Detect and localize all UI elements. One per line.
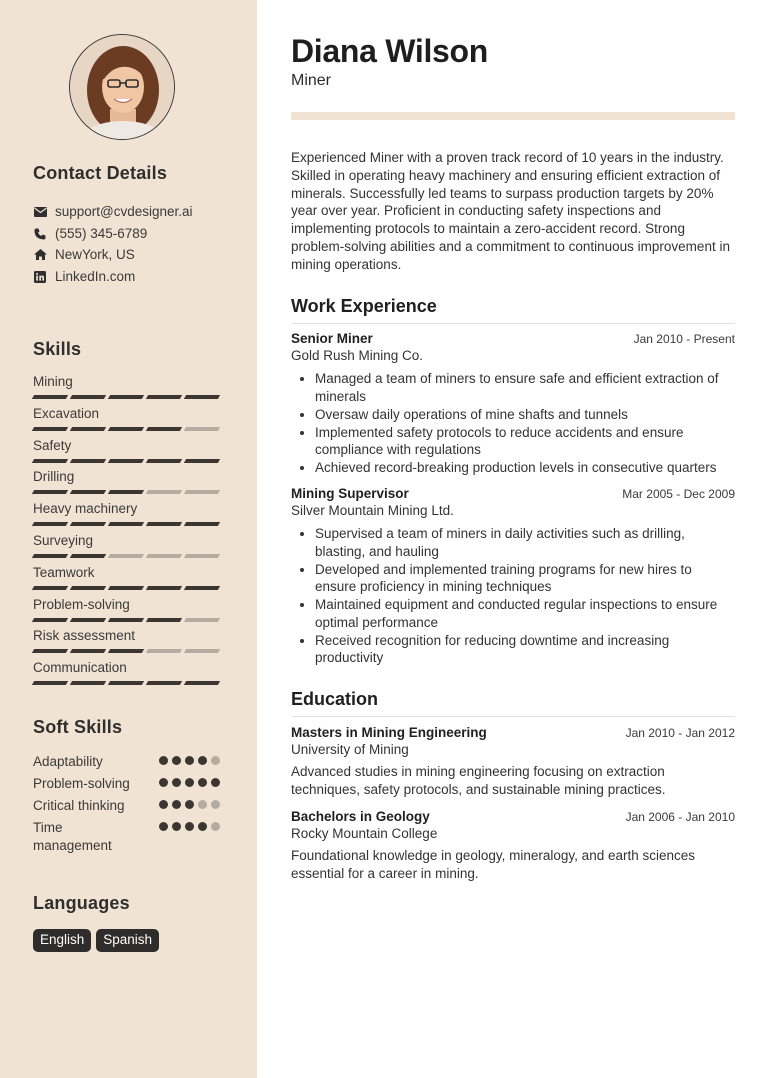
job-date: Mar 2005 - Dec 2009 <box>622 487 735 501</box>
skill-level-segment <box>32 490 68 494</box>
education-entry <box>291 809 735 883</box>
skill-level-segment <box>108 395 144 399</box>
skill-item <box>33 501 223 526</box>
skill-label: Surveying <box>33 533 94 548</box>
job-bullet: • Developed and implemented training programs for new hires to ensure proficiency in mining techniques <box>315 561 735 596</box>
skill-label: Risk assessment <box>33 628 136 644</box>
skill-level-segment <box>32 586 68 590</box>
job-title: Mining Supervisor <box>291 486 409 501</box>
rating-dot <box>159 778 168 787</box>
skill-item <box>33 469 223 494</box>
rating-dot <box>172 822 181 831</box>
skill-level-segment <box>146 490 182 494</box>
skill-level-segment <box>32 649 68 653</box>
job-bullet: • Implemented safety protocols to reduce accidents and ensure compliance with regulations <box>315 424 735 459</box>
soft-skill-rating <box>159 756 220 765</box>
skill-level-bar <box>33 490 223 494</box>
soft-skill-label: Critical thinking <box>33 798 125 813</box>
skill-label: Problem-solving <box>33 596 130 612</box>
skill-level-segment <box>108 554 144 558</box>
job-entry <box>291 331 735 477</box>
language-badge: English <box>33 929 91 952</box>
school-name: Rocky Mountain College <box>291 826 438 841</box>
soft-skill-label: Adaptability <box>33 754 103 769</box>
rating-dot <box>198 800 207 809</box>
job-company: Gold Rush Mining Co. <box>291 348 424 363</box>
job-bullet: • Achieved record-breaking production levels in consecutive quarters <box>315 459 735 477</box>
rating-dot <box>172 800 181 809</box>
language-badge: Spanish <box>96 929 159 952</box>
skill-level-segment <box>32 427 68 431</box>
contact-linkedin-text: LinkedIn.com <box>55 269 136 284</box>
contact-phone-text: (555) 345-6789 <box>55 226 148 241</box>
job-title: Senior Miner <box>291 331 373 346</box>
skill-item <box>33 533 223 558</box>
skill-label: Heavy machinery <box>33 501 138 517</box>
skill-level-segment <box>184 681 220 685</box>
job-bullet: • Supervised a team of miners in daily activities such as drilling, blasting, and hauling <box>315 525 735 560</box>
skill-level-bar <box>33 649 223 653</box>
skill-level-segment <box>184 586 220 590</box>
soft-skills-heading: Soft Skills <box>33 717 123 737</box>
skill-level-bar <box>33 554 223 558</box>
skill-level-bar <box>33 427 223 431</box>
job-bullets <box>291 525 735 667</box>
skill-level-segment <box>146 459 182 463</box>
skill-level-segment <box>32 554 68 558</box>
skill-level-segment <box>70 459 106 463</box>
skill-level-segment <box>146 618 182 622</box>
work-experience-heading: Work Experience <box>291 296 735 324</box>
rating-dot <box>198 756 207 765</box>
skill-level-segment <box>146 395 182 399</box>
skill-level-segment <box>184 427 220 431</box>
soft-skill-label: Time management <box>33 820 112 853</box>
contact-phone[interactable] <box>33 226 147 241</box>
skill-item <box>33 628 223 653</box>
skill-level-segment <box>146 586 182 590</box>
rating-dot <box>172 778 181 787</box>
skill-level-segment <box>32 618 68 622</box>
envelope-icon <box>33 205 47 219</box>
contact-email-text: support@cvdesigner.ai <box>55 204 193 219</box>
education-date: Jan 2006 - Jan 2010 <box>625 810 735 824</box>
job-bullet: • Maintained equipment and conducted regular inspections to ensure optimal performance <box>315 596 735 631</box>
skill-level-segment <box>108 649 144 653</box>
rating-dot <box>211 800 220 809</box>
skill-level-segment <box>108 586 144 590</box>
degree-title: Bachelors in Geology <box>291 809 430 824</box>
skill-level-segment <box>184 554 220 558</box>
skill-level-segment <box>108 618 144 622</box>
rating-dot <box>185 756 194 765</box>
soft-skill-item <box>33 775 223 793</box>
skill-level-segment <box>70 586 106 590</box>
rating-dot <box>198 778 207 787</box>
rating-dot <box>172 756 181 765</box>
languages-heading: Languages <box>33 893 130 913</box>
skills-heading: Skills <box>33 339 82 359</box>
header-divider <box>291 112 735 120</box>
skill-label: Safety <box>33 437 72 453</box>
education-entry <box>291 725 735 799</box>
contact-linkedin[interactable] <box>33 269 135 284</box>
skill-item <box>33 374 223 399</box>
soft-skill-rating <box>159 800 220 809</box>
job-entry <box>291 486 735 667</box>
skill-level-segment <box>108 459 144 463</box>
soft-skill-label: Problem-solving <box>33 776 130 791</box>
skill-level-segment <box>184 618 220 622</box>
skill-level-bar <box>33 618 223 622</box>
skill-level-segment <box>184 522 220 526</box>
skill-level-segment <box>70 618 106 622</box>
skill-item <box>33 438 223 463</box>
skill-item <box>33 565 223 590</box>
candidate-role: Miner <box>291 72 332 89</box>
rating-dot <box>211 756 220 765</box>
rating-dot <box>211 778 220 787</box>
skill-label: Mining <box>33 374 73 389</box>
job-company: Silver Mountain Mining Ltd. <box>291 503 454 518</box>
soft-skill-rating <box>159 822 220 831</box>
skill-level-bar <box>33 586 223 590</box>
skill-label: Communication <box>33 660 127 676</box>
skill-level-segment <box>70 554 106 558</box>
soft-skill-rating <box>159 778 220 787</box>
skill-level-segment <box>32 522 68 526</box>
contact-heading: Contact Details <box>33 163 168 183</box>
education-description: Advanced studies in mining engineering focusing on extraction techniques, safety protocols, and sustainable mining practices. <box>291 764 666 797</box>
job-bullet: • Received recognition for reducing downtime and increasing productivity <box>315 632 735 667</box>
contact-location-text: NewYork, US <box>55 247 135 262</box>
rating-dot <box>185 822 194 831</box>
education-date: Jan 2010 - Jan 2012 <box>625 726 735 740</box>
contact-email[interactable] <box>33 204 193 219</box>
skill-level-segment <box>184 490 220 494</box>
rating-dot <box>159 800 168 809</box>
skill-level-segment <box>108 522 144 526</box>
candidate-name: Diana Wilson <box>291 33 489 69</box>
skill-level-segment <box>146 427 182 431</box>
skill-level-segment <box>184 649 220 653</box>
skill-level-bar <box>33 395 223 399</box>
school-name: University of Mining <box>291 742 409 757</box>
linkedin-icon <box>33 270 47 284</box>
rating-dot <box>185 778 194 787</box>
rating-dot <box>159 822 168 831</box>
rating-dot <box>159 756 168 765</box>
skill-level-segment <box>108 490 144 494</box>
job-bullets <box>291 370 735 477</box>
job-date: Jan 2010 - Present <box>633 332 735 346</box>
soft-skill-item <box>33 797 223 815</box>
education-heading: Education <box>291 689 735 717</box>
skill-level-segment <box>146 554 182 558</box>
skill-label: Drilling <box>33 469 75 485</box>
profile-summary: Experienced Miner with a proven track record of 10 years in the industry. Skilled in operating heavy machinery and ensuring efficient extraction of minerals. Successfully led teams to surpass production targets by 20% year over year. Proficient in conducting safety inspections and implementing protocols to maintain a zero-accident record. Strong problem-solving abilities and a commitment to continuous improvement in mining operations. <box>291 150 730 272</box>
avatar-image <box>70 35 175 140</box>
skill-level-segment <box>70 395 106 399</box>
skill-level-segment <box>108 427 144 431</box>
rating-dot <box>211 822 220 831</box>
profile-photo <box>69 34 175 140</box>
skill-level-bar <box>33 681 223 685</box>
rating-dot <box>198 822 207 831</box>
skill-level-segment <box>32 395 68 399</box>
skill-item <box>33 660 223 685</box>
skill-level-segment <box>146 681 182 685</box>
skill-level-bar <box>33 459 223 463</box>
skill-level-segment <box>146 649 182 653</box>
soft-skill-item <box>33 753 223 771</box>
skill-level-segment <box>70 490 106 494</box>
skill-level-bar <box>33 522 223 526</box>
home-icon <box>33 248 47 262</box>
degree-title: Masters in Mining Engineering <box>291 725 487 740</box>
job-bullet: • Managed a team of miners to ensure safe and efficient extraction of minerals <box>315 370 735 405</box>
languages-list <box>33 929 159 952</box>
rating-dot <box>185 800 194 809</box>
skill-level-segment <box>32 459 68 463</box>
skill-level-segment <box>32 681 68 685</box>
skill-level-segment <box>70 427 106 431</box>
skill-level-segment <box>184 459 220 463</box>
skill-label: Excavation <box>33 405 100 421</box>
skill-level-segment <box>70 522 106 526</box>
job-bullet: • Oversaw daily operations of mine shafts and tunnels <box>315 406 735 424</box>
education-description: Foundational knowledge in geology, mineralogy, and earth sciences essential for a career in mining. <box>291 848 696 881</box>
skill-level-segment <box>108 681 144 685</box>
phone-icon <box>33 227 47 241</box>
contact-location <box>33 247 135 262</box>
skill-level-segment <box>70 649 106 653</box>
skill-label: Teamwork <box>33 564 95 580</box>
skill-item <box>33 406 223 431</box>
skill-item <box>33 597 223 622</box>
skill-level-segment <box>184 395 220 399</box>
skill-level-segment <box>146 522 182 526</box>
skill-level-segment <box>70 681 106 685</box>
soft-skill-item <box>33 819 223 855</box>
